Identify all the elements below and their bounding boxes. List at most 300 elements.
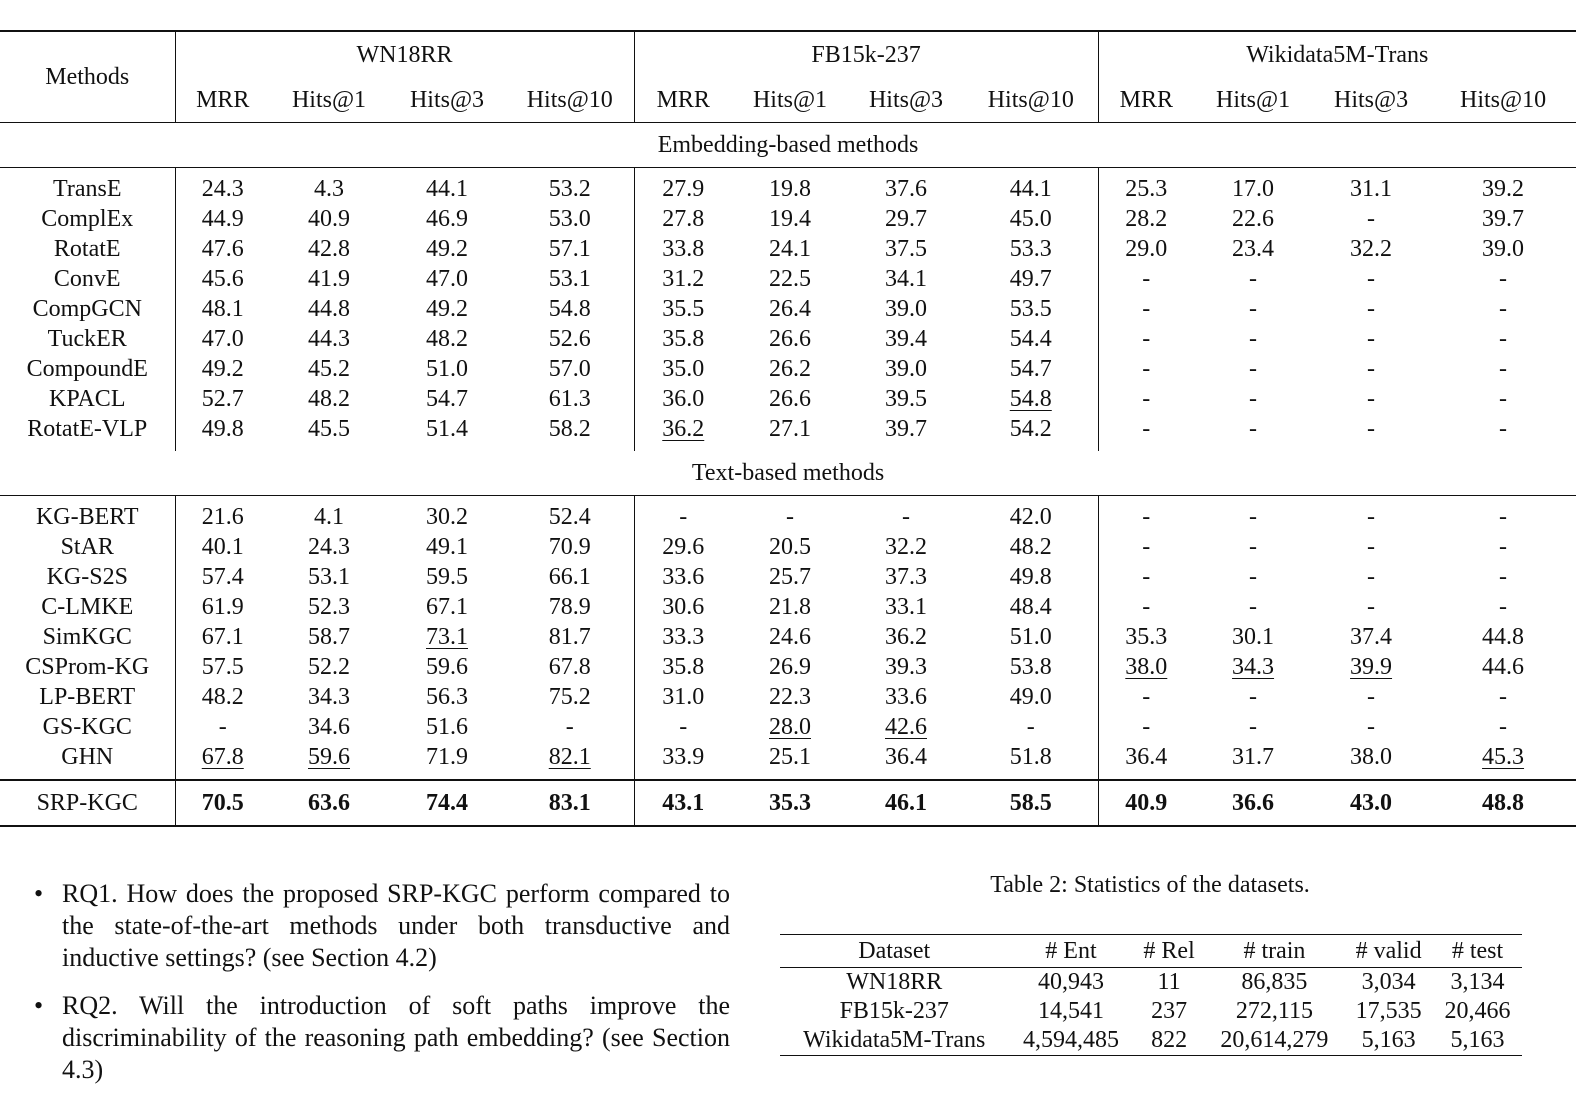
metric-value <box>848 204 964 234</box>
metric-value <box>1312 562 1430 592</box>
metric-value-text: 35.5 <box>662 295 705 322</box>
metric-value-text: 32.2 <box>885 533 927 560</box>
metric-value-text: 39.4 <box>885 325 927 352</box>
metric-value <box>270 204 388 234</box>
metric-header: Hits@1 <box>270 78 388 123</box>
table-row <box>0 652 1576 682</box>
research-question-text: RQ2. Will the introduction of soft paths improve the discriminability of the reasoning path embedding? (see Section 4.3) <box>62 991 730 1084</box>
metric-value-text: - <box>1249 355 1258 382</box>
metric-value-text: 28.0 <box>769 713 811 740</box>
metric-value-text: 32.2 <box>1350 235 1393 262</box>
metric-value <box>175 324 270 354</box>
metric-value-text: 37.3 <box>885 563 927 590</box>
metric-value-text: 44.1 <box>426 175 468 202</box>
metric-header: MRR <box>175 78 270 123</box>
metric-value <box>175 592 270 622</box>
metric-value-text: 48.2 <box>308 385 350 412</box>
metric-value <box>1098 532 1194 562</box>
metric-value <box>732 324 848 354</box>
metric-value <box>1194 652 1312 682</box>
metric-value <box>506 168 634 205</box>
metric-value <box>848 384 964 414</box>
column-header: # Rel <box>1133 935 1204 968</box>
statistic-value: 5,163 <box>1433 1026 1522 1056</box>
metric-value-text: 48.1 <box>201 295 244 322</box>
metric-value <box>388 532 506 562</box>
table-row <box>0 384 1576 414</box>
metric-value-text: 37.6 <box>885 175 927 202</box>
table-row <box>780 968 1522 998</box>
metric-value <box>175 414 270 451</box>
metric-value <box>506 742 634 780</box>
metric-value <box>1098 682 1194 712</box>
metric-value-text: 44.9 <box>201 205 244 232</box>
metric-value-text: 49.2 <box>201 355 244 382</box>
metric-value-text: 47.6 <box>201 235 244 262</box>
metric-value <box>175 622 270 652</box>
metric-value <box>964 168 1098 205</box>
metric-value-text: 44.8 <box>308 295 350 322</box>
metric-header: MRR <box>634 78 732 123</box>
column-header: Dataset <box>780 935 1008 968</box>
metric-value <box>634 264 732 294</box>
metric-value-text: 29.6 <box>662 533 705 560</box>
metric-value-text: 22.3 <box>769 683 811 710</box>
metric-value <box>732 682 848 712</box>
metric-value-text: 26.6 <box>769 325 811 352</box>
metric-value-text: - <box>1142 533 1151 560</box>
metric-value <box>1194 496 1312 533</box>
metric-value-text: 53.1 <box>548 265 591 292</box>
metric-value-text: 56.3 <box>426 683 468 710</box>
metric-value <box>1430 682 1576 712</box>
table-row <box>0 682 1576 712</box>
metric-value-text: - <box>679 503 688 530</box>
metric-value <box>1194 384 1312 414</box>
metric-value <box>964 324 1098 354</box>
results-table <box>0 30 1576 827</box>
method-name: KG-S2S <box>46 563 128 590</box>
metric-value <box>634 204 732 234</box>
metric-value <box>388 168 506 205</box>
metric-value <box>634 652 732 682</box>
metric-value-text: 41.9 <box>308 265 350 292</box>
metric-value <box>175 562 270 592</box>
metric-value-text: 67.8 <box>548 653 591 680</box>
column-header: # valid <box>1344 935 1433 968</box>
metric-value-text: 25.1 <box>769 743 811 770</box>
metric-value-text: 70.9 <box>548 533 591 560</box>
metric-value <box>1194 204 1312 234</box>
metric-value: 40.9 <box>1098 780 1194 826</box>
metric-value-text: 27.9 <box>662 175 705 202</box>
statistic-value: 3,134 <box>1450 969 1505 995</box>
metric-value <box>1098 496 1194 533</box>
metric-value <box>1430 496 1576 533</box>
metric-value <box>964 682 1098 712</box>
method-name: CompoundE <box>26 355 148 382</box>
metric-value: 83.1 <box>506 780 634 826</box>
metric-value-text: 61.9 <box>201 593 244 620</box>
metric-value <box>388 234 506 264</box>
metric-value-text: 37.5 <box>885 235 927 262</box>
metric-value <box>270 168 388 205</box>
metric-value <box>506 354 634 384</box>
metric-value <box>634 622 732 652</box>
metric-value <box>1312 496 1430 533</box>
metric-value-text: 49.2 <box>426 235 468 262</box>
metric-value-text: - <box>1367 503 1376 530</box>
metric-value-text: 58.7 <box>308 623 350 650</box>
metric-value <box>270 712 388 742</box>
metric-value <box>388 354 506 384</box>
metric-value-text: - <box>1499 265 1508 292</box>
metric-value <box>175 204 270 234</box>
metric-header: Hits@1 <box>1194 78 1312 123</box>
metric-value <box>964 592 1098 622</box>
metric-value-text: 29.0 <box>1125 235 1168 262</box>
metric-value-text: 36.2 <box>885 623 927 650</box>
metric-value <box>388 384 506 414</box>
metric-value-text: 17.0 <box>1232 175 1275 202</box>
metric-value <box>732 622 848 652</box>
metric-value-text: 44.1 <box>1009 175 1052 202</box>
metric-value <box>175 264 270 294</box>
metric-value <box>1312 168 1430 205</box>
metric-value-text: - <box>902 503 910 530</box>
column-header: # train <box>1205 935 1344 968</box>
metric-value-text: 49.7 <box>1009 265 1052 292</box>
metric-value-text: - <box>1249 683 1258 710</box>
metric-value-text: 38.0 <box>1125 653 1168 680</box>
metric-value-text: 21.6 <box>201 503 244 530</box>
metric-value <box>270 264 388 294</box>
metric-value <box>506 384 634 414</box>
method-name: StAR <box>60 533 114 560</box>
metric-value-text: 67.8 <box>201 743 244 770</box>
metric-value-text: 22.5 <box>769 265 811 292</box>
metric-value <box>388 682 506 712</box>
metric-value <box>1194 414 1312 451</box>
metric-value-text: - <box>1499 683 1508 710</box>
metric-value <box>964 652 1098 682</box>
metric-value-text: 23.4 <box>1232 235 1275 262</box>
metric-value <box>634 324 732 354</box>
metric-value <box>964 712 1098 742</box>
metric-value <box>634 682 732 712</box>
table-row <box>0 294 1576 324</box>
metric-value-text: - <box>1367 205 1376 232</box>
metric-value <box>270 234 388 264</box>
metric-value <box>848 592 964 622</box>
metric-value <box>506 294 634 324</box>
metric-value <box>848 652 964 682</box>
metric-value-text: 54.2 <box>1009 415 1052 442</box>
metric-value <box>506 712 634 742</box>
metric-value-text: - <box>1499 295 1508 322</box>
table-row <box>0 414 1576 451</box>
dataset-header-fb15k-237: FB15k-237 <box>634 31 1098 78</box>
dataset-statistics-table <box>780 934 1522 1056</box>
metric-value <box>1098 622 1194 652</box>
metric-value <box>732 532 848 562</box>
metric-value <box>964 294 1098 324</box>
metric-value <box>1194 264 1312 294</box>
metric-value-text: 59.6 <box>426 653 468 680</box>
metric-value-text: - <box>1499 325 1508 352</box>
metric-value-text: - <box>1367 265 1376 292</box>
metric-value <box>388 414 506 451</box>
metric-value-text: 51.0 <box>1009 623 1052 650</box>
metric-value <box>270 742 388 780</box>
metric-value-text: 31.7 <box>1232 743 1275 770</box>
metric-value <box>1098 168 1194 205</box>
metric-value-text: 52.4 <box>548 503 591 530</box>
statistic-value: 11 <box>1157 969 1181 995</box>
metric-value-text: 59.5 <box>426 563 468 590</box>
metric-value <box>506 204 634 234</box>
metric-value <box>1194 682 1312 712</box>
metric-value <box>1430 592 1576 622</box>
metric-value <box>964 384 1098 414</box>
metric-value <box>175 384 270 414</box>
metric-value-text: - <box>1142 563 1151 590</box>
metric-value <box>388 652 506 682</box>
metric-value <box>388 562 506 592</box>
metric-value-text: 26.6 <box>769 385 811 412</box>
metric-value-text: 34.1 <box>885 265 927 292</box>
metric-value-text: 45.6 <box>201 265 244 292</box>
statistic-value: 272,115 <box>1235 998 1313 1024</box>
results-table-body <box>0 123 1576 827</box>
metric-value <box>848 622 964 652</box>
metric-value <box>175 168 270 205</box>
metric-value <box>506 562 634 592</box>
metric-value <box>1312 294 1430 324</box>
metric-value <box>634 532 732 562</box>
metric-value-text: - <box>1367 325 1376 352</box>
statistic-value: 14,541 <box>1037 998 1104 1024</box>
metric-value <box>1312 204 1430 234</box>
metric-value <box>964 264 1098 294</box>
metric-value <box>1430 354 1576 384</box>
metric-value-text: 59.6 <box>308 743 350 770</box>
metric-value-text: 39.9 <box>1350 653 1393 680</box>
table-row <box>0 742 1576 780</box>
metric-header: Hits@3 <box>848 78 964 123</box>
metric-value <box>1098 562 1194 592</box>
metric-value <box>1098 324 1194 354</box>
metric-value-text: 53.3 <box>1009 235 1052 262</box>
metric-value-text: 66.1 <box>548 563 591 590</box>
metric-value <box>175 354 270 384</box>
statistic-value: 3,034 <box>1361 969 1416 995</box>
metric-value-text: 48.2 <box>201 683 244 710</box>
metric-value-text: 71.9 <box>426 743 468 770</box>
metric-value <box>732 742 848 780</box>
method-name: ComplEx <box>41 205 134 232</box>
metric-value-text: - <box>1249 325 1258 352</box>
metric-value-text: - <box>1142 503 1151 530</box>
metric-value-text: 20.5 <box>769 533 811 560</box>
table-row <box>780 997 1522 1026</box>
metric-value <box>1430 562 1576 592</box>
metric-value-text: - <box>1142 265 1151 292</box>
metric-value-text: - <box>1249 265 1258 292</box>
research-question-text: RQ1. How does the proposed SRP-KGC perform compared to the state-of-the-art methods under both transductive and inductive settings? (see Section 4.2) <box>62 879 730 972</box>
metric-header: Hits@10 <box>1430 78 1576 123</box>
metric-value <box>732 712 848 742</box>
metric-value <box>1098 414 1194 451</box>
table2-caption: Table 2: Statistics of the datasets. <box>990 872 1310 898</box>
metric-value <box>1098 652 1194 682</box>
metric-value <box>964 532 1098 562</box>
metric-value-text: 82.1 <box>548 743 591 770</box>
metric-value <box>964 204 1098 234</box>
metric-value-text: - <box>1367 533 1376 560</box>
metric-value <box>270 354 388 384</box>
table-row <box>0 234 1576 264</box>
metric-value <box>964 414 1098 451</box>
metric-value-text: 52.6 <box>548 325 591 352</box>
metric-value-text: 33.6 <box>662 563 705 590</box>
metric-value-text: 35.3 <box>1125 623 1168 650</box>
metric-value-text: 51.8 <box>1009 743 1052 770</box>
section-title: Text-based methods <box>0 451 1576 496</box>
metric-value: 35.3 <box>732 780 848 826</box>
metric-value <box>1194 234 1312 264</box>
metric-value-text: 78.9 <box>548 593 591 620</box>
metric-value-text: 33.9 <box>662 743 705 770</box>
research-question-list <box>30 878 730 1102</box>
metric-value <box>732 384 848 414</box>
metric-value-text: 31.0 <box>662 683 705 710</box>
metric-value-text: - <box>1367 415 1376 442</box>
metric-value-text: - <box>1142 415 1151 442</box>
metric-value-text: 52.7 <box>201 385 244 412</box>
metric-value <box>1194 592 1312 622</box>
metric-value-text: 39.3 <box>885 653 927 680</box>
metric-value <box>270 652 388 682</box>
metric-value <box>732 354 848 384</box>
metric-value-text: - <box>565 713 574 740</box>
metric-value <box>388 712 506 742</box>
method-name: GHN <box>61 743 114 770</box>
metric-value <box>506 234 634 264</box>
metric-value-text: - <box>1499 355 1508 382</box>
metric-value-text: - <box>1249 415 1258 442</box>
metric-value <box>506 682 634 712</box>
metric-value <box>1312 592 1430 622</box>
metric-value <box>175 496 270 533</box>
metric-value-text: - <box>1499 713 1508 740</box>
dataset-name: FB15k-237 <box>839 998 949 1024</box>
metric-value-text: 48.4 <box>1009 593 1052 620</box>
section-header-row <box>0 123 1576 168</box>
metric-value <box>1312 742 1430 780</box>
metric-value-text: - <box>1499 503 1508 530</box>
metric-value-text: - <box>679 713 688 740</box>
metric-value-text: 49.2 <box>426 295 468 322</box>
metric-value-text: 57.0 <box>548 355 591 382</box>
method-name: RotatE-VLP <box>27 415 148 442</box>
metric-value-text: 44.6 <box>1482 653 1525 680</box>
metric-value-text: 30.1 <box>1232 623 1275 650</box>
method-name: CompGCN <box>32 295 142 322</box>
metric-value-text: - <box>1367 563 1376 590</box>
metric-value-text: - <box>1142 683 1151 710</box>
metric-value: 43.0 <box>1312 780 1430 826</box>
metric-value-text: 51.6 <box>426 713 468 740</box>
metric-value <box>848 264 964 294</box>
metric-value-text: 25.7 <box>769 563 811 590</box>
list-item <box>30 878 730 974</box>
metric-value-text: - <box>1142 385 1151 412</box>
metric-header: Hits@3 <box>1312 78 1430 123</box>
statistic-value: 822 <box>1133 1026 1204 1056</box>
metric-value-text: 53.2 <box>548 175 591 202</box>
metric-value <box>848 168 964 205</box>
metric-value-text: 30.2 <box>426 503 468 530</box>
metric-value <box>1312 324 1430 354</box>
metric-value <box>732 264 848 294</box>
metric-value <box>732 592 848 622</box>
metric-value <box>1312 234 1430 264</box>
metric-value <box>732 294 848 324</box>
dataset-header-wn18rr: WN18RR <box>175 31 634 78</box>
metric-value <box>1430 652 1576 682</box>
metric-value-text: 39.2 <box>1482 175 1525 202</box>
metric-value <box>1312 622 1430 652</box>
metric-value-text: 24.3 <box>308 533 350 560</box>
metric-value-text: 33.6 <box>885 683 927 710</box>
metric-value-text: 52.2 <box>308 653 350 680</box>
table-row <box>0 264 1576 294</box>
metric-value <box>1194 532 1312 562</box>
table-row <box>0 622 1576 652</box>
metric-value <box>388 592 506 622</box>
metric-value-text: - <box>1142 325 1151 352</box>
metric-value-text: 27.1 <box>769 415 811 442</box>
metric-value-text: 36.4 <box>1125 743 1168 770</box>
metric-value <box>1312 384 1430 414</box>
metric-value <box>1430 742 1576 780</box>
metric-value-text: 4.1 <box>314 503 344 530</box>
metric-value <box>270 414 388 451</box>
method-name: RotatE <box>53 235 121 262</box>
metric-value <box>270 592 388 622</box>
metric-value <box>506 652 634 682</box>
metric-value <box>1194 294 1312 324</box>
metric-header: Hits@10 <box>506 78 634 123</box>
metric-value-text: 37.4 <box>1350 623 1393 650</box>
table-row <box>0 712 1576 742</box>
metric-value-text: 36.0 <box>662 385 705 412</box>
metric-value <box>1430 384 1576 414</box>
statistic-value: 237 <box>1151 998 1188 1024</box>
metric-value <box>270 622 388 652</box>
metric-value-text: 39.7 <box>885 415 927 442</box>
section-header-row <box>0 451 1576 496</box>
metric-value-text: - <box>218 713 227 740</box>
metric-value: 36.6 <box>1194 780 1312 826</box>
metric-value <box>1098 354 1194 384</box>
metric-value <box>1430 234 1576 264</box>
metric-value: 74.4 <box>388 780 506 826</box>
metric-value-text: 54.7 <box>426 385 468 412</box>
metric-value <box>1194 742 1312 780</box>
metric-value <box>175 682 270 712</box>
